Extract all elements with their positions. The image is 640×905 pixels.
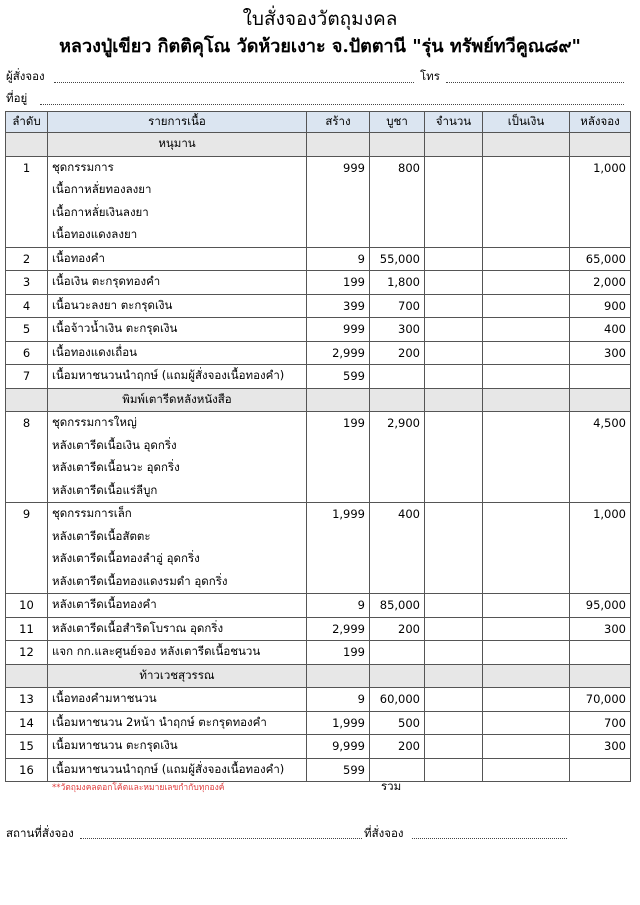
amount-cell[interactable]: [483, 271, 570, 295]
item-name: แจก กก.และศูนย์จอง หลังเตารีดเนื้อชนวน: [48, 641, 307, 665]
blank-cell: [307, 202, 370, 225]
qty-cell[interactable]: [425, 758, 483, 782]
row-number: 6: [6, 341, 48, 365]
table-row: [6, 688, 631, 712]
made-count: 599: [307, 758, 370, 782]
table-row: [6, 758, 631, 782]
sub-item-row: [6, 435, 631, 458]
amount-cell[interactable]: [483, 412, 570, 435]
made-count: 199: [307, 412, 370, 435]
row-number: 7: [6, 365, 48, 389]
section-blank: [6, 388, 48, 412]
blank-cell: [370, 435, 425, 458]
amount-cell[interactable]: [483, 156, 570, 179]
qty-cell[interactable]: [425, 341, 483, 365]
qty-cell[interactable]: [425, 503, 483, 526]
blank-cell: [483, 202, 570, 225]
blank-cell: [570, 571, 631, 594]
sub-item-name: หลังเตารีดเนื้อสัตตะ: [48, 526, 307, 549]
qty-cell[interactable]: [425, 294, 483, 318]
orderer-label: ผู้สั่งจอง: [6, 69, 45, 83]
made-count: 999: [307, 156, 370, 179]
address-field[interactable]: [40, 104, 624, 105]
after-price: [570, 365, 631, 389]
price: 60,000: [370, 688, 425, 712]
address-label: ที่อยู่: [6, 91, 28, 105]
item-name: เนื้อทองคำ: [48, 247, 307, 271]
blank-cell: [570, 224, 631, 247]
item-name: ชุดกรรมการ: [48, 156, 307, 179]
blank-cell: [570, 548, 631, 571]
blank-cell: [6, 548, 48, 571]
blank-cell: [370, 224, 425, 247]
sub-item-name: เนื้อกาหลั่ยเงินลงยา: [48, 202, 307, 225]
item-name: เนื้อมหาชนวน 2หน้า นำฤกษ์ ตะกรุดทองคำ: [48, 711, 307, 735]
blank-cell: [425, 179, 483, 202]
table-row: [6, 594, 631, 618]
price: 1,800: [370, 271, 425, 295]
price: 800: [370, 156, 425, 179]
blank-cell: [483, 435, 570, 458]
blank-cell: [425, 526, 483, 549]
section-blank: [370, 388, 425, 412]
table-row: [6, 711, 631, 735]
after-price: 1,000: [570, 503, 631, 526]
blank-cell: [370, 571, 425, 594]
section-blank: [307, 388, 370, 412]
sub-item-name: หลังเตารีดเนื้อนวะ อุดกริ่ง: [48, 457, 307, 480]
price: [370, 641, 425, 665]
blank-cell: [6, 480, 48, 503]
blank-cell: [307, 435, 370, 458]
blank-cell: [370, 457, 425, 480]
blank-cell: [307, 480, 370, 503]
price: 200: [370, 735, 425, 759]
col-qty: จำนวน: [425, 112, 483, 133]
item-name: เนื้อมหาชนวนนำฤกษ์ (แถมผู้สั่งจองเนื้อทองคำ): [48, 758, 307, 782]
col-no: ลำดับ: [6, 112, 48, 133]
blank-cell: [6, 457, 48, 480]
made-count: 199: [307, 641, 370, 665]
table-row: [6, 503, 631, 526]
price: 400: [370, 503, 425, 526]
amount-cell[interactable]: [483, 758, 570, 782]
blank-cell: [370, 548, 425, 571]
after-price: 400: [570, 318, 631, 342]
sub-item-row: [6, 571, 631, 594]
sub-item-name: เนื้อกาหลั่ยทองลงยา: [48, 179, 307, 202]
after-price: 95,000: [570, 594, 631, 618]
blank-cell: [570, 526, 631, 549]
amount-cell[interactable]: [483, 503, 570, 526]
row-number: 9: [6, 503, 48, 526]
blank-cell: [483, 571, 570, 594]
table-row: [6, 318, 631, 342]
after-price: [570, 641, 631, 665]
blank-cell: [425, 202, 483, 225]
after-price: 700: [570, 711, 631, 735]
blank-cell: [307, 526, 370, 549]
orderer-field[interactable]: [54, 82, 414, 83]
blank-cell: [6, 526, 48, 549]
item-name: เนื้อเงิน ตะกรุดทองคำ: [48, 271, 307, 295]
footnote: **วัตถุมงคลตอกโค้ตและหมายเลขกำกับทุกองค์: [52, 783, 225, 793]
item-name: หลังเตารีดเนื้อทองคำ: [48, 594, 307, 618]
blank-cell: [570, 457, 631, 480]
after-price: 2,000: [570, 271, 631, 295]
row-number: 13: [6, 688, 48, 712]
made-count: 1,999: [307, 503, 370, 526]
blank-cell: [570, 202, 631, 225]
after-price: 300: [570, 735, 631, 759]
sub-item-row: [6, 526, 631, 549]
section-blank: [425, 133, 483, 157]
blank-cell: [307, 179, 370, 202]
section-blank: [570, 388, 631, 412]
phone-field[interactable]: [446, 82, 624, 83]
qty-cell[interactable]: [425, 412, 483, 435]
price: 700: [370, 294, 425, 318]
blank-cell: [483, 480, 570, 503]
made-count: 2,999: [307, 341, 370, 365]
qty-cell[interactable]: [425, 318, 483, 342]
blank-cell: [307, 548, 370, 571]
price: 200: [370, 617, 425, 641]
table-row: [6, 617, 631, 641]
price: 500: [370, 711, 425, 735]
col-after: หลังจอง: [570, 112, 631, 133]
section-row: [6, 133, 631, 157]
section-heading: ท้าวเวชสุวรรณ: [48, 664, 307, 688]
sub-item-name: หลังเตารีดเนื้อเงิน อุดกริ่ง: [48, 435, 307, 458]
amount-cell[interactable]: [483, 594, 570, 618]
table-row: [6, 341, 631, 365]
date-label: ที่สั่งจอง: [364, 826, 404, 840]
row-number: 12: [6, 641, 48, 665]
qty-cell[interactable]: [425, 711, 483, 735]
col-price: บูชา: [370, 112, 425, 133]
item-name: เนื้อมหาชนวนนำฤกษ์ (แถมผู้สั่งจองเนื้อทองคำ): [48, 365, 307, 389]
row-number: 14: [6, 711, 48, 735]
blank-cell: [370, 480, 425, 503]
after-price: 900: [570, 294, 631, 318]
sub-item-row: [6, 179, 631, 202]
item-name: หลังเตารีดเนื้อสำริดโบราณ อุดกริ่ง: [48, 617, 307, 641]
after-price: 70,000: [570, 688, 631, 712]
form-subtitle: หลวงปู่เขียว กิตติคุโณ วัดห้วยเงาะ จ.ปัตตานี "รุ่น ทรัพย์ทวีคูณ๘๙": [59, 36, 581, 57]
blank-cell: [307, 457, 370, 480]
table-row: [6, 735, 631, 759]
blank-cell: [370, 179, 425, 202]
made-count: 2,999: [307, 617, 370, 641]
total-label: รวม: [381, 779, 402, 793]
blank-cell: [483, 548, 570, 571]
made-count: 9,999: [307, 735, 370, 759]
row-number: 2: [6, 247, 48, 271]
table-row: [6, 271, 631, 295]
section-blank: [483, 664, 570, 688]
qty-cell[interactable]: [425, 247, 483, 271]
section-blank: [307, 133, 370, 157]
table-row: [6, 412, 631, 435]
section-blank: [307, 664, 370, 688]
row-number: 8: [6, 412, 48, 435]
section-blank: [425, 388, 483, 412]
qty-cell[interactable]: [425, 271, 483, 295]
row-number: 1: [6, 156, 48, 179]
after-price: [570, 758, 631, 782]
made-count: 599: [307, 365, 370, 389]
section-row: [6, 664, 631, 688]
blank-cell: [6, 435, 48, 458]
sub-item-name: หลังเตารีดเนื้อทองแดงรมดำ อุดกริ่ง: [48, 571, 307, 594]
made-count: 9: [307, 688, 370, 712]
amount-cell[interactable]: [483, 641, 570, 665]
after-price: 4,500: [570, 412, 631, 435]
item-name: เนื้อจ้าวน้ำเงิน ตะกรุดเงิน: [48, 318, 307, 342]
amount-cell[interactable]: [483, 341, 570, 365]
blank-cell: [425, 548, 483, 571]
after-price: 300: [570, 617, 631, 641]
blank-cell: [307, 571, 370, 594]
row-number: 15: [6, 735, 48, 759]
item-name: เนื้อทองคำมหาชนวน: [48, 688, 307, 712]
blank-cell: [570, 179, 631, 202]
made-count: 199: [307, 271, 370, 295]
place-label: สถานที่สั่งจอง: [6, 826, 74, 840]
row-number: 3: [6, 271, 48, 295]
price: 200: [370, 341, 425, 365]
table-row: [6, 247, 631, 271]
after-price: 1,000: [570, 156, 631, 179]
item-name: เนื้อมหาชนวน ตะกรุดเงิน: [48, 735, 307, 759]
blank-cell: [483, 457, 570, 480]
blank-cell: [425, 457, 483, 480]
table-header-row: [6, 112, 631, 133]
blank-cell: [483, 224, 570, 247]
made-count: 9: [307, 247, 370, 271]
amount-cell[interactable]: [483, 318, 570, 342]
col-amount: เป็นเงิน: [483, 112, 570, 133]
blank-cell: [6, 571, 48, 594]
section-heading: หนุมาน: [48, 133, 307, 157]
row-number: 4: [6, 294, 48, 318]
blank-cell: [307, 224, 370, 247]
after-price: 65,000: [570, 247, 631, 271]
qty-cell[interactable]: [425, 365, 483, 389]
sub-item-row: [6, 457, 631, 480]
item-name: เนื้อนวะลงยา ตะกรุดเงิน: [48, 294, 307, 318]
blank-cell: [370, 526, 425, 549]
section-blank: [425, 664, 483, 688]
blank-cell: [6, 179, 48, 202]
amount-cell[interactable]: [483, 735, 570, 759]
section-row: [6, 388, 631, 412]
amount-cell[interactable]: [483, 688, 570, 712]
made-count: 1,999: [307, 711, 370, 735]
sub-item-name: หลังเตารีดเนื้อทองลำอู่ อุดกริ่ง: [48, 548, 307, 571]
section-blank: [483, 388, 570, 412]
price: 300: [370, 318, 425, 342]
section-blank: [570, 664, 631, 688]
price: 55,000: [370, 247, 425, 271]
col-made: สร้าง: [307, 112, 370, 133]
amount-cell[interactable]: [483, 711, 570, 735]
sub-item-row: [6, 480, 631, 503]
section-heading: พิมพ์เตารีดหลังหนังสือ: [48, 388, 307, 412]
blank-cell: [483, 179, 570, 202]
sub-item-row: [6, 202, 631, 225]
qty-cell[interactable]: [425, 594, 483, 618]
amount-cell[interactable]: [483, 365, 570, 389]
sub-item-name: หลังเตารีดเนื้อแร่ลีบูก: [48, 480, 307, 503]
section-blank: [483, 133, 570, 157]
blank-cell: [425, 224, 483, 247]
table-row: [6, 365, 631, 389]
table-row: [6, 294, 631, 318]
date-field[interactable]: [412, 838, 567, 839]
form-title: ใบสั่งจองวัตถุมงคล: [242, 8, 398, 30]
blank-cell: [6, 202, 48, 225]
sub-item-row: [6, 224, 631, 247]
made-count: 999: [307, 318, 370, 342]
col-item: รายการเนื้อ: [48, 112, 307, 133]
amount-cell[interactable]: [483, 247, 570, 271]
table-row: [6, 641, 631, 665]
phone-label: โทร: [420, 69, 440, 83]
blank-cell: [425, 435, 483, 458]
sub-item-row: [6, 548, 631, 571]
item-name: เนื้อทองแดงเถื่อน: [48, 341, 307, 365]
blank-cell: [425, 571, 483, 594]
row-number: 5: [6, 318, 48, 342]
amount-cell[interactable]: [483, 294, 570, 318]
section-blank: [570, 133, 631, 157]
qty-cell[interactable]: [425, 156, 483, 179]
price: 85,000: [370, 594, 425, 618]
section-blank: [6, 133, 48, 157]
qty-cell[interactable]: [425, 735, 483, 759]
item-name: ชุดกรรมการเล็ก: [48, 503, 307, 526]
qty-cell[interactable]: [425, 641, 483, 665]
blank-cell: [570, 435, 631, 458]
table-row: [6, 156, 631, 179]
price: 2,900: [370, 412, 425, 435]
amount-cell[interactable]: [483, 617, 570, 641]
blank-cell: [570, 480, 631, 503]
blank-cell: [6, 224, 48, 247]
blank-cell: [370, 202, 425, 225]
after-price: 300: [570, 341, 631, 365]
order-table: [5, 111, 631, 782]
made-count: 9: [307, 594, 370, 618]
made-count: 399: [307, 294, 370, 318]
blank-cell: [425, 480, 483, 503]
price: [370, 365, 425, 389]
section-blank: [370, 664, 425, 688]
row-number: 11: [6, 617, 48, 641]
qty-cell[interactable]: [425, 617, 483, 641]
row-number: 16: [6, 758, 48, 782]
section-blank: [6, 664, 48, 688]
section-blank: [370, 133, 425, 157]
item-name: ชุดกรรมการใหญ่: [48, 412, 307, 435]
blank-cell: [483, 526, 570, 549]
place-field[interactable]: [80, 838, 362, 839]
sub-item-name: เนื้อทองแดงลงยา: [48, 224, 307, 247]
row-number: 10: [6, 594, 48, 618]
qty-cell[interactable]: [425, 688, 483, 712]
